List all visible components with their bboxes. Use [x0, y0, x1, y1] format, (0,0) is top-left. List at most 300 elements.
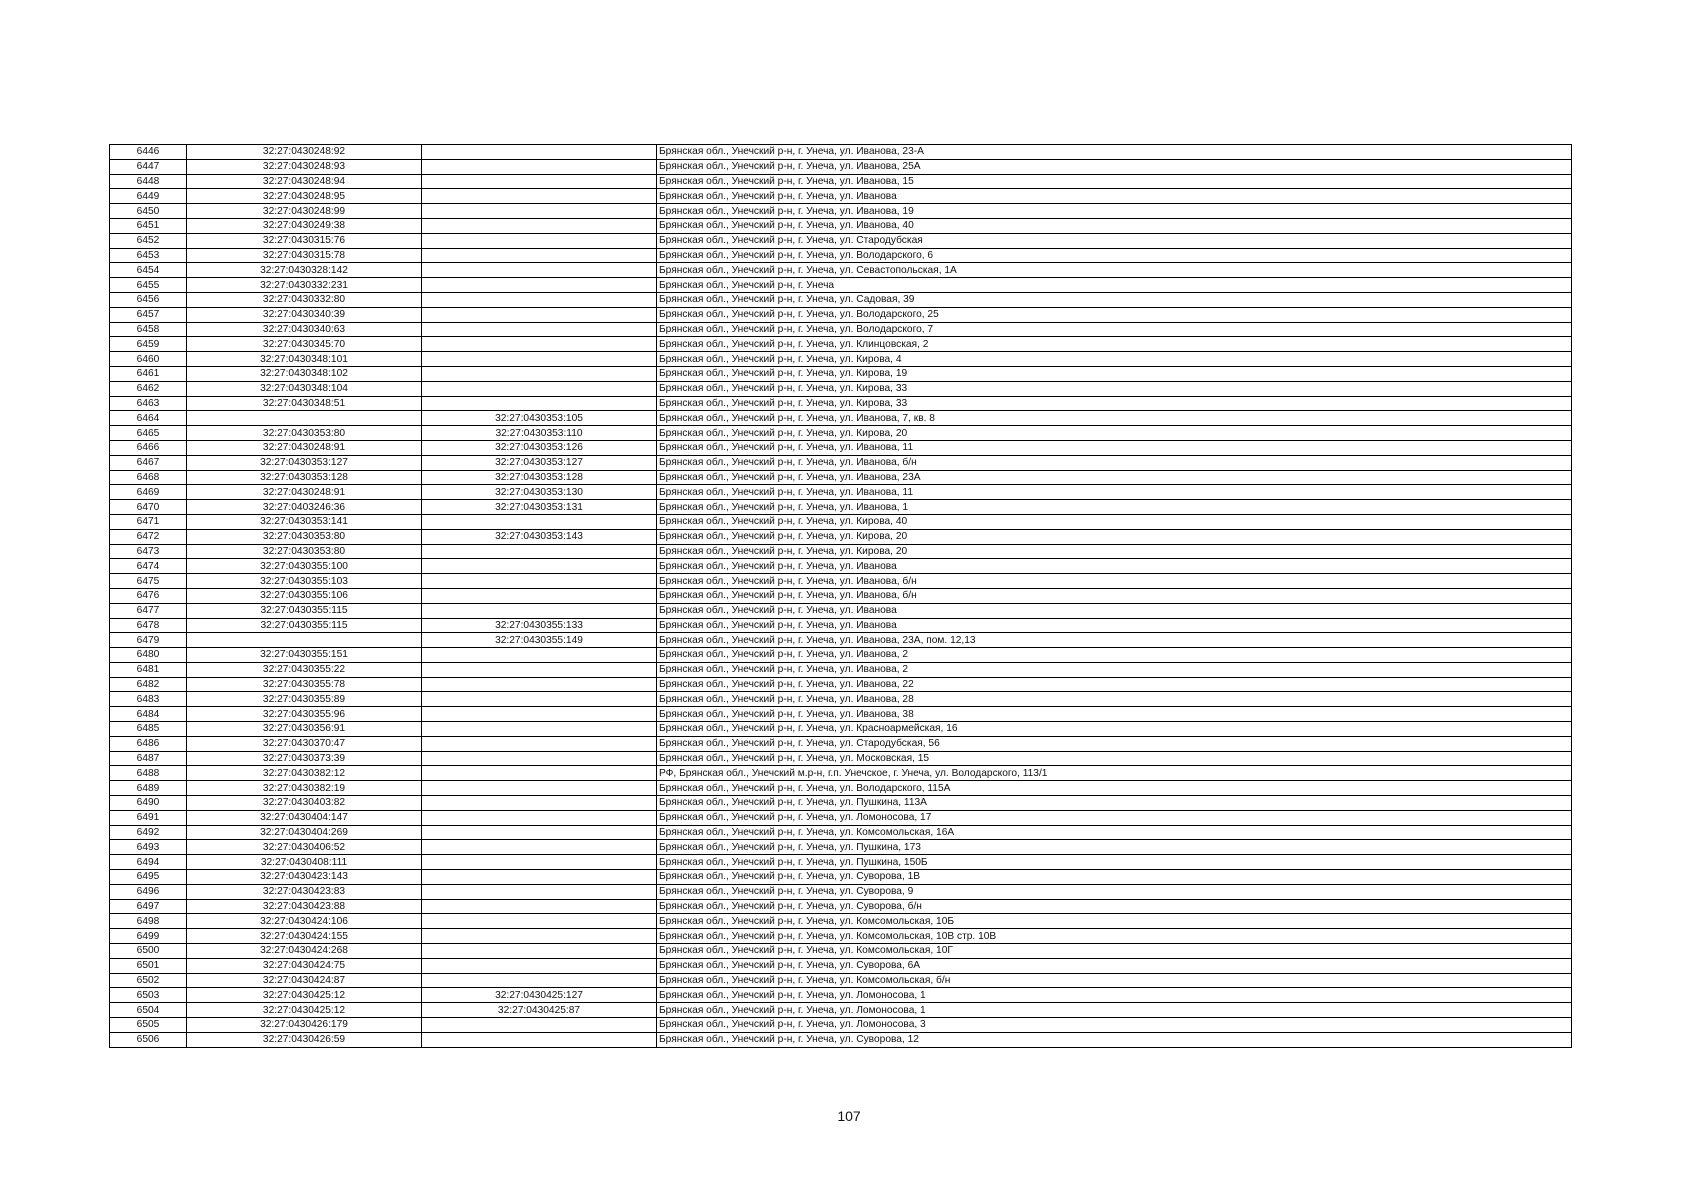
- table-row: [110, 322, 1572, 337]
- table-row: [110, 781, 1572, 796]
- cadastral-number-cell: 32:27:0430355:100: [187, 559, 422, 574]
- related-cadastral-number-cell: [422, 544, 657, 559]
- cadastral-number-cell: 32:27:0430315:76: [187, 233, 422, 248]
- row-number-cell: 6479: [110, 633, 187, 648]
- related-cadastral-number-cell: [422, 278, 657, 293]
- row-number-cell: 6447: [110, 159, 187, 174]
- cadastral-number-cell: 32:27:0430315:78: [187, 248, 422, 263]
- cadastral-number-cell: 32:27:0430353:141: [187, 514, 422, 529]
- related-cadastral-number-cell: 32:27:0430355:149: [422, 633, 657, 648]
- address-cell: Брянская обл., Унечский р-н, г. Унеча, ул. Иванова, 19: [657, 204, 1572, 219]
- address-cell: Брянская обл., Унечский р-н, г. Унеча, ул. Иванова, 22: [657, 677, 1572, 692]
- address-cell: Брянская обл., Унечский р-н, г. Унеча, ул. Кирова, 33: [657, 396, 1572, 411]
- address-cell: Брянская обл., Унечский р-н, г. Унеча, ул. Иванова, 2: [657, 662, 1572, 677]
- address-cell: Брянская обл., Унечский р-н, г. Унеча, ул. Садовая, 39: [657, 292, 1572, 307]
- address-cell: Брянская обл., Унечский р-н, г. Унеча, ул. Володарского, 7: [657, 322, 1572, 337]
- address-cell: Брянская обл., Унечский р-н, г. Унеча, ул. Кирова, 19: [657, 366, 1572, 381]
- address-cell: Брянская обл., Унечский р-н, г. Унеча, ул. Иванова, 25А: [657, 159, 1572, 174]
- row-number-cell: 6475: [110, 574, 187, 589]
- related-cadastral-number-cell: [422, 884, 657, 899]
- row-number-cell: 6484: [110, 707, 187, 722]
- address-cell: Брянская обл., Унечский р-н, г. Унеча, ул. Кирова, 33: [657, 381, 1572, 396]
- address-cell: Брянская обл., Унечский р-н, г. Унеча, ул. Иванова, 11: [657, 440, 1572, 455]
- related-cadastral-number-cell: [422, 825, 657, 840]
- related-cadastral-number-cell: [422, 352, 657, 367]
- related-cadastral-number-cell: [422, 574, 657, 589]
- address-cell: Брянская обл., Унечский р-н, г. Унеча, ул. Иванова, 28: [657, 692, 1572, 707]
- row-number-cell: 6505: [110, 1018, 187, 1033]
- cadastral-number-cell: 32:27:0430426:59: [187, 1032, 422, 1047]
- related-cadastral-number-cell: 32:27:0430425:127: [422, 988, 657, 1003]
- related-cadastral-number-cell: 32:27:0430353:127: [422, 455, 657, 470]
- cadastral-number-cell: 32:27:0430348:101: [187, 352, 422, 367]
- table-row: [110, 588, 1572, 603]
- table-row: [110, 692, 1572, 707]
- related-cadastral-number-cell: [422, 381, 657, 396]
- cadastral-number-cell: 32:27:0430345:70: [187, 337, 422, 352]
- table-row: [110, 944, 1572, 959]
- cadastral-number-cell: 32:27:0430355:106: [187, 588, 422, 603]
- table-row: [110, 411, 1572, 426]
- table-row: [110, 263, 1572, 278]
- row-number-cell: 6494: [110, 855, 187, 870]
- row-number-cell: 6461: [110, 366, 187, 381]
- address-cell: Брянская обл., Унечский р-н, г. Унеча, ул. Иванова: [657, 559, 1572, 574]
- table-row: [110, 958, 1572, 973]
- cadastral-number-cell: 32:27:0430355:89: [187, 692, 422, 707]
- cadastral-number-cell: 32:27:0430404:269: [187, 825, 422, 840]
- address-cell: Брянская обл., Унечский р-н, г. Унеча, ул. Ломоносова, 3: [657, 1018, 1572, 1033]
- row-number-cell: 6459: [110, 337, 187, 352]
- related-cadastral-number-cell: [422, 662, 657, 677]
- row-number-cell: 6476: [110, 588, 187, 603]
- row-number-cell: 6487: [110, 751, 187, 766]
- row-number-cell: 6457: [110, 307, 187, 322]
- address-cell: Брянская обл., Унечский р-н, г. Унеча: [657, 278, 1572, 293]
- related-cadastral-number-cell: 32:27:0430353:126: [422, 440, 657, 455]
- address-cell: Брянская обл., Унечский р-н, г. Унеча, ул. Иванова, б/н: [657, 574, 1572, 589]
- related-cadastral-number-cell: [422, 159, 657, 174]
- table-row: [110, 707, 1572, 722]
- related-cadastral-number-cell: [422, 174, 657, 189]
- table-row: [110, 796, 1572, 811]
- address-cell: Брянская обл., Унечский р-н, г. Унеча, ул. Ломоносова, 1: [657, 1003, 1572, 1018]
- related-cadastral-number-cell: [422, 292, 657, 307]
- address-cell: Брянская обл., Унечский р-н, г. Унеча, ул. Иванова, 40: [657, 218, 1572, 233]
- table-row: [110, 218, 1572, 233]
- address-cell: Брянская обл., Унечский р-н, г. Унеча, ул. Комсомольская, 10В стр. 10В: [657, 929, 1572, 944]
- related-cadastral-number-cell: [422, 514, 657, 529]
- related-cadastral-number-cell: [422, 736, 657, 751]
- row-number-cell: 6486: [110, 736, 187, 751]
- row-number-cell: 6446: [110, 145, 187, 160]
- address-cell: Брянская обл., Унечский р-н, г. Унеча, ул. Кирова, 40: [657, 514, 1572, 529]
- related-cadastral-number-cell: 32:27:0430353:128: [422, 470, 657, 485]
- cadastral-number-cell: 32:27:0430423:143: [187, 870, 422, 885]
- cadastral-number-cell: 32:27:0430353:80: [187, 544, 422, 559]
- address-cell: Брянская обл., Унечский р-н, г. Унеча, ул. Суворова, 1В: [657, 870, 1572, 885]
- table-row: [110, 292, 1572, 307]
- related-cadastral-number-cell: [422, 929, 657, 944]
- address-cell: Брянская обл., Унечский р-н, г. Унеча, ул. Иванова, 11: [657, 485, 1572, 500]
- table-row: [110, 470, 1572, 485]
- address-cell: Брянская обл., Унечский р-н, г. Унеча, ул. Иванова, 23А: [657, 470, 1572, 485]
- related-cadastral-number-cell: [422, 322, 657, 337]
- table-row: [110, 662, 1572, 677]
- row-number-cell: 6449: [110, 189, 187, 204]
- table-row: [110, 618, 1572, 633]
- table-row: [110, 500, 1572, 515]
- cadastral-number-cell: 32:27:0430426:179: [187, 1018, 422, 1033]
- row-number-cell: 6491: [110, 810, 187, 825]
- row-number-cell: 6472: [110, 529, 187, 544]
- address-cell: Брянская обл., Унечский р-н, г. Унеча, ул. Комсомольская, 10Б: [657, 914, 1572, 929]
- page-number: 107: [837, 1108, 861, 1124]
- related-cadastral-number-cell: [422, 855, 657, 870]
- table-row: [110, 988, 1572, 1003]
- address-cell: Брянская обл., Унечский р-н, г. Унеча, ул. Иванова, 2: [657, 648, 1572, 663]
- related-cadastral-number-cell: [422, 307, 657, 322]
- table-row: [110, 914, 1572, 929]
- row-number-cell: 6485: [110, 722, 187, 737]
- cadastral-number-cell: 32:27:0430249:38: [187, 218, 422, 233]
- address-cell: Брянская обл., Унечский р-н, г. Унеча, ул. Иванова, 7, кв. 8: [657, 411, 1572, 426]
- row-number-cell: 6492: [110, 825, 187, 840]
- cadastral-number-cell: 32:27:0430424:87: [187, 973, 422, 988]
- row-number-cell: 6451: [110, 218, 187, 233]
- table-row: [110, 633, 1572, 648]
- table-row: [110, 1032, 1572, 1047]
- related-cadastral-number-cell: 32:27:0430353:105: [422, 411, 657, 426]
- related-cadastral-number-cell: [422, 263, 657, 278]
- cadastral-number-cell: 32:27:0430248:95: [187, 189, 422, 204]
- row-number-cell: 6481: [110, 662, 187, 677]
- row-number-cell: 6462: [110, 381, 187, 396]
- row-number-cell: 6493: [110, 840, 187, 855]
- table-row: [110, 278, 1572, 293]
- row-number-cell: 6490: [110, 796, 187, 811]
- row-number-cell: 6470: [110, 500, 187, 515]
- table-row: [110, 751, 1572, 766]
- row-number-cell: 6468: [110, 470, 187, 485]
- row-number-cell: 6477: [110, 603, 187, 618]
- address-cell: Брянская обл., Унечский р-н, г. Унеча, ул. Комсомольская, 10Г: [657, 944, 1572, 959]
- table-row: [110, 736, 1572, 751]
- cadastral-number-cell: 32:27:0430340:63: [187, 322, 422, 337]
- address-cell: Брянская обл., Унечский р-н, г. Унеча, ул. Иванова: [657, 618, 1572, 633]
- cadastral-number-cell: 32:27:0430423:83: [187, 884, 422, 899]
- row-number-cell: 6482: [110, 677, 187, 692]
- address-cell: Брянская обл., Унечский р-н, г. Унеча, ул. Комсомольская, 16А: [657, 825, 1572, 840]
- table-row: [110, 603, 1572, 618]
- address-cell: РФ, Брянская обл., Унечский м.р-н, г.п. Унечское, г. Унеча, ул. Володарского, 113/1: [657, 766, 1572, 781]
- cadastral-number-cell: 32:27:0430348:102: [187, 366, 422, 381]
- row-number-cell: 6471: [110, 514, 187, 529]
- table-row: [110, 396, 1572, 411]
- table-row: [110, 440, 1572, 455]
- related-cadastral-number-cell: [422, 944, 657, 959]
- related-cadastral-number-cell: [422, 840, 657, 855]
- related-cadastral-number-cell: 32:27:0430355:133: [422, 618, 657, 633]
- related-cadastral-number-cell: [422, 692, 657, 707]
- cadastral-number-cell: 32:27:0430348:104: [187, 381, 422, 396]
- table-row: [110, 248, 1572, 263]
- address-cell: Брянская обл., Унечский р-н, г. Унеча, ул. Иванова, б/н: [657, 455, 1572, 470]
- cadastral-number-cell: 32:27:0430382:19: [187, 781, 422, 796]
- address-cell: Брянская обл., Унечский р-н, г. Унеча, ул. Суворова, 9: [657, 884, 1572, 899]
- row-number-cell: 6454: [110, 263, 187, 278]
- table-row: [110, 159, 1572, 174]
- table-row: [110, 455, 1572, 470]
- address-cell: Брянская обл., Унечский р-н, г. Унеча, ул. Иванова, 1: [657, 500, 1572, 515]
- related-cadastral-number-cell: 32:27:0430353:110: [422, 426, 657, 441]
- related-cadastral-number-cell: 32:27:0430425:87: [422, 1003, 657, 1018]
- table-row: [110, 559, 1572, 574]
- cadastral-number-cell: 32:27:0430353:80: [187, 426, 422, 441]
- cadastral-number-cell: 32:27:0430328:142: [187, 263, 422, 278]
- table-row: [110, 514, 1572, 529]
- address-cell: Брянская обл., Унечский р-н, г. Унеча, ул. Севастопольская, 1А: [657, 263, 1572, 278]
- cadastral-number-cell: 32:27:0430248:94: [187, 174, 422, 189]
- table-row: [110, 366, 1572, 381]
- row-number-cell: 6483: [110, 692, 187, 707]
- address-cell: Брянская обл., Унечский р-н, г. Унеча, ул. Стародубская, 56: [657, 736, 1572, 751]
- row-number-cell: 6501: [110, 958, 187, 973]
- address-cell: Брянская обл., Унечский р-н, г. Унеча, ул. Суворова, 12: [657, 1032, 1572, 1047]
- related-cadastral-number-cell: [422, 722, 657, 737]
- address-cell: Брянская обл., Унечский р-н, г. Унеча, ул. Кирова, 20: [657, 426, 1572, 441]
- table-row: [110, 648, 1572, 663]
- cadastral-table-body: [110, 145, 1572, 1048]
- related-cadastral-number-cell: [422, 899, 657, 914]
- related-cadastral-number-cell: [422, 810, 657, 825]
- table-row: [110, 677, 1572, 692]
- cadastral-number-cell: [187, 411, 422, 426]
- address-cell: Брянская обл., Унечский р-н, г. Унеча, ул. Иванова, 38: [657, 707, 1572, 722]
- row-number-cell: 6489: [110, 781, 187, 796]
- related-cadastral-number-cell: [422, 588, 657, 603]
- cadastral-number-cell: 32:27:0430424:75: [187, 958, 422, 973]
- table-row: [110, 426, 1572, 441]
- address-cell: Брянская обл., Унечский р-н, г. Унеча, ул. Кирова, 20: [657, 544, 1572, 559]
- related-cadastral-number-cell: [422, 648, 657, 663]
- cadastral-number-cell: 32:27:0430382:12: [187, 766, 422, 781]
- address-cell: Брянская обл., Унечский р-н, г. Унеча, ул. Пушкина, 113А: [657, 796, 1572, 811]
- row-number-cell: 6496: [110, 884, 187, 899]
- related-cadastral-number-cell: [422, 973, 657, 988]
- table-row: [110, 381, 1572, 396]
- related-cadastral-number-cell: [422, 603, 657, 618]
- related-cadastral-number-cell: [422, 677, 657, 692]
- table-row: [110, 929, 1572, 944]
- row-number-cell: 6504: [110, 1003, 187, 1018]
- row-number-cell: 6474: [110, 559, 187, 574]
- row-number-cell: 6469: [110, 485, 187, 500]
- address-cell: Брянская обл., Унечский р-н, г. Унеча, ул. Ломоносова, 17: [657, 810, 1572, 825]
- row-number-cell: 6473: [110, 544, 187, 559]
- related-cadastral-number-cell: [422, 1018, 657, 1033]
- row-number-cell: 6478: [110, 618, 187, 633]
- table-row: [110, 352, 1572, 367]
- related-cadastral-number-cell: 32:27:0430353:130: [422, 485, 657, 500]
- related-cadastral-number-cell: [422, 870, 657, 885]
- cadastral-number-cell: 32:27:0430408:111: [187, 855, 422, 870]
- related-cadastral-number-cell: [422, 766, 657, 781]
- address-cell: Брянская обл., Унечский р-н, г. Унеча, ул. Красноармейская, 16: [657, 722, 1572, 737]
- row-number-cell: 6453: [110, 248, 187, 263]
- cadastral-number-cell: 32:27:0430248:99: [187, 204, 422, 219]
- address-cell: Брянская обл., Унечский р-н, г. Унеча, ул. Иванова, 15: [657, 174, 1572, 189]
- cadastral-number-cell: 32:27:0430248:93: [187, 159, 422, 174]
- table-row: [110, 204, 1572, 219]
- address-cell: Брянская обл., Унечский р-н, г. Унеча, ул. Суворова, б/н: [657, 899, 1572, 914]
- address-cell: Брянская обл., Унечский р-н, г. Унеча, ул. Стародубская: [657, 233, 1572, 248]
- related-cadastral-number-cell: [422, 781, 657, 796]
- cadastral-number-cell: 32:27:0430373:39: [187, 751, 422, 766]
- row-number-cell: 6458: [110, 322, 187, 337]
- related-cadastral-number-cell: [422, 396, 657, 411]
- cadastral-number-cell: 32:27:0430353:128: [187, 470, 422, 485]
- related-cadastral-number-cell: [422, 366, 657, 381]
- cadastral-number-cell: 32:27:0430353:80: [187, 529, 422, 544]
- cadastral-number-cell: 32:27:0430340:39: [187, 307, 422, 322]
- address-cell: Брянская обл., Унечский р-н, г. Унеча, ул. Володарского, 25: [657, 307, 1572, 322]
- row-number-cell: 6488: [110, 766, 187, 781]
- address-cell: Брянская обл., Унечский р-н, г. Унеча, ул. Суворова, 6А: [657, 958, 1572, 973]
- related-cadastral-number-cell: [422, 218, 657, 233]
- cadastral-number-cell: 32:27:0403246:36: [187, 500, 422, 515]
- related-cadastral-number-cell: [422, 914, 657, 929]
- cadastral-number-cell: 32:27:0430348:51: [187, 396, 422, 411]
- cadastral-number-cell: 32:27:0430355:78: [187, 677, 422, 692]
- related-cadastral-number-cell: [422, 1032, 657, 1047]
- cadastral-number-cell: 32:27:0430406:52: [187, 840, 422, 855]
- row-number-cell: 6465: [110, 426, 187, 441]
- related-cadastral-number-cell: [422, 751, 657, 766]
- row-number-cell: 6503: [110, 988, 187, 1003]
- row-number-cell: 6448: [110, 174, 187, 189]
- table-row: [110, 307, 1572, 322]
- row-number-cell: 6452: [110, 233, 187, 248]
- row-number-cell: 6463: [110, 396, 187, 411]
- cadastral-number-cell: 32:27:0430332:80: [187, 292, 422, 307]
- row-number-cell: 6500: [110, 944, 187, 959]
- related-cadastral-number-cell: [422, 559, 657, 574]
- cadastral-number-cell: 32:27:0430248:91: [187, 440, 422, 455]
- address-cell: Брянская обл., Унечский р-н, г. Унеча, ул. Иванова, б/н: [657, 588, 1572, 603]
- row-number-cell: 6495: [110, 870, 187, 885]
- table-row: [110, 189, 1572, 204]
- related-cadastral-number-cell: [422, 707, 657, 722]
- table-row: [110, 574, 1572, 589]
- address-cell: Брянская обл., Унечский р-н, г. Унеча, ул. Кирова, 4: [657, 352, 1572, 367]
- related-cadastral-number-cell: [422, 337, 657, 352]
- row-number-cell: 6450: [110, 204, 187, 219]
- cadastral-number-cell: 32:27:0430355:96: [187, 707, 422, 722]
- cadastral-number-cell: 32:27:0430424:268: [187, 944, 422, 959]
- address-cell: Брянская обл., Унечский р-н, г. Унеча, ул. Кирова, 20: [657, 529, 1572, 544]
- row-number-cell: 6466: [110, 440, 187, 455]
- cadastral-number-cell: 32:27:0430356:91: [187, 722, 422, 737]
- table-row: [110, 810, 1572, 825]
- row-number-cell: 6455: [110, 278, 187, 293]
- related-cadastral-number-cell: [422, 233, 657, 248]
- cadastral-number-cell: 32:27:0430353:127: [187, 455, 422, 470]
- cadastral-number-cell: 32:27:0430248:91: [187, 485, 422, 500]
- address-cell: Брянская обл., Унечский р-н, г. Унеча, ул. Пушкина, 173: [657, 840, 1572, 855]
- address-cell: Брянская обл., Унечский р-н, г. Унеча, ул. Володарского, 6: [657, 248, 1572, 263]
- cadastral-number-cell: 32:27:0430424:106: [187, 914, 422, 929]
- cadastral-number-cell: 32:27:0430425:12: [187, 988, 422, 1003]
- row-number-cell: 6464: [110, 411, 187, 426]
- table-row: [110, 884, 1572, 899]
- table-row: [110, 1018, 1572, 1033]
- row-number-cell: 6502: [110, 973, 187, 988]
- related-cadastral-number-cell: [422, 796, 657, 811]
- row-number-cell: 6499: [110, 929, 187, 944]
- cadastral-number-cell: 32:27:0430403:82: [187, 796, 422, 811]
- related-cadastral-number-cell: [422, 189, 657, 204]
- address-cell: Брянская обл., Унечский р-н, г. Унеча, ул. Московская, 15: [657, 751, 1572, 766]
- table-row: [110, 233, 1572, 248]
- table-row: [110, 899, 1572, 914]
- cadastral-number-cell: 32:27:0430355:115: [187, 603, 422, 618]
- address-cell: Брянская обл., Унечский р-н, г. Унеча, ул. Пушкина, 150Б: [657, 855, 1572, 870]
- cadastral-number-cell: 32:27:0430355:115: [187, 618, 422, 633]
- related-cadastral-number-cell: [422, 248, 657, 263]
- table-row: [110, 722, 1572, 737]
- cadastral-number-cell: 32:27:0430423:88: [187, 899, 422, 914]
- row-number-cell: 6456: [110, 292, 187, 307]
- row-number-cell: 6460: [110, 352, 187, 367]
- address-cell: Брянская обл., Унечский р-н, г. Унеча, ул. Клинцовская, 2: [657, 337, 1572, 352]
- related-cadastral-number-cell: [422, 145, 657, 160]
- cadastral-number-cell: 32:27:0430370:47: [187, 736, 422, 751]
- table-row: [110, 870, 1572, 885]
- table-row: [110, 840, 1572, 855]
- related-cadastral-number-cell: [422, 204, 657, 219]
- table-row: [110, 1003, 1572, 1018]
- table-row: [110, 174, 1572, 189]
- related-cadastral-number-cell: 32:27:0430353:143: [422, 529, 657, 544]
- address-cell: Брянская обл., Унечский р-н, г. Унеча, ул. Володарского, 115А: [657, 781, 1572, 796]
- table-row: [110, 973, 1572, 988]
- cadastral-number-cell: 32:27:0430355:151: [187, 648, 422, 663]
- cadastral-table: [109, 144, 1572, 1048]
- address-cell: Брянская обл., Унечский р-н, г. Унеча, ул. Иванова: [657, 189, 1572, 204]
- address-cell: Брянская обл., Унечский р-н, г. Унеча, ул. Иванова, 23-А: [657, 145, 1572, 160]
- address-cell: Брянская обл., Унечский р-н, г. Унеча, ул. Иванова, 23А, пом. 12,13: [657, 633, 1572, 648]
- cadastral-number-cell: 32:27:0430424:155: [187, 929, 422, 944]
- cadastral-number-cell: 32:27:0430404:147: [187, 810, 422, 825]
- cadastral-number-cell: [187, 633, 422, 648]
- table-row: [110, 529, 1572, 544]
- row-number-cell: 6480: [110, 648, 187, 663]
- cadastral-number-cell: 32:27:0430355:22: [187, 662, 422, 677]
- related-cadastral-number-cell: [422, 958, 657, 973]
- address-cell: Брянская обл., Унечский р-н, г. Унеча, ул. Комсомольская, б/н: [657, 973, 1572, 988]
- cadastral-number-cell: 32:27:0430248:92: [187, 145, 422, 160]
- table-row: [110, 825, 1572, 840]
- address-cell: Брянская обл., Унечский р-н, г. Унеча, ул. Ломоносова, 1: [657, 988, 1572, 1003]
- row-number-cell: 6506: [110, 1032, 187, 1047]
- row-number-cell: 6497: [110, 899, 187, 914]
- table-row: [110, 337, 1572, 352]
- table-row: [110, 145, 1572, 160]
- table-row: [110, 766, 1572, 781]
- address-cell: Брянская обл., Унечский р-н, г. Унеча, ул. Иванова: [657, 603, 1572, 618]
- table-row: [110, 485, 1572, 500]
